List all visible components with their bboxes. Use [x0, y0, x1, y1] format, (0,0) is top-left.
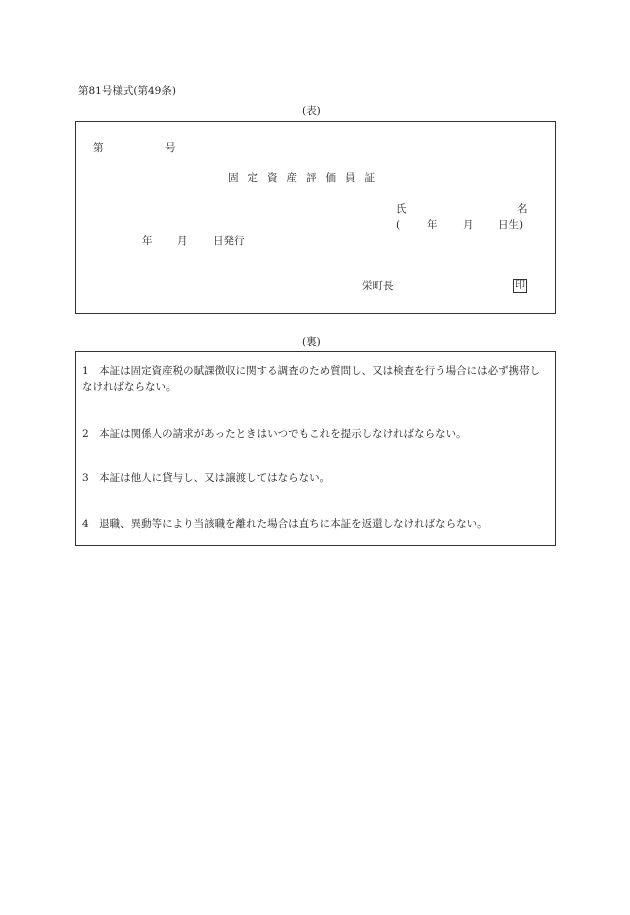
birth-day: 日生) — [498, 219, 524, 231]
rule-item-3: 3 本証は他人に貸与し、又は譲渡してはならない。 — [82, 472, 331, 484]
seal-stamp: 印 — [515, 280, 525, 291]
birth-year: 年 — [427, 219, 438, 231]
number-suffix: 号 — [165, 142, 176, 154]
back-heading: (裏) — [302, 336, 321, 348]
rule-item-2: 2 本証は関係人の請求があったときはいつでもこれを提示しなければならない。 — [82, 428, 467, 440]
rule-item-4: 4 退職、異動等により当該職を離れた場合は直ちに本証を返還しなければならない。 — [82, 518, 488, 530]
front-heading: (表) — [302, 105, 321, 117]
front-card — [75, 121, 556, 314]
name-label-left: 氏 — [396, 203, 407, 215]
form-header: 第81号様式(第49条) — [78, 85, 176, 97]
name-label-right: 名 — [517, 203, 528, 215]
issue-day: 日発行 — [213, 235, 245, 247]
issue-year: 年 — [142, 235, 153, 247]
number-prefix: 第 — [93, 142, 104, 154]
birth-open: ( — [396, 219, 401, 231]
birth-month: 月 — [463, 219, 474, 231]
document-title: 固定資産評価員証 — [228, 172, 384, 184]
rule-item-1: 1 本証は固定資産税の賦課徴収に関する調査のため質問し、又は検査を行う場合には必ず携帯しなければならない。 — [82, 365, 541, 393]
issuer: 栄町長 — [362, 280, 394, 292]
back-card — [75, 351, 556, 546]
issue-month: 月 — [177, 235, 188, 247]
